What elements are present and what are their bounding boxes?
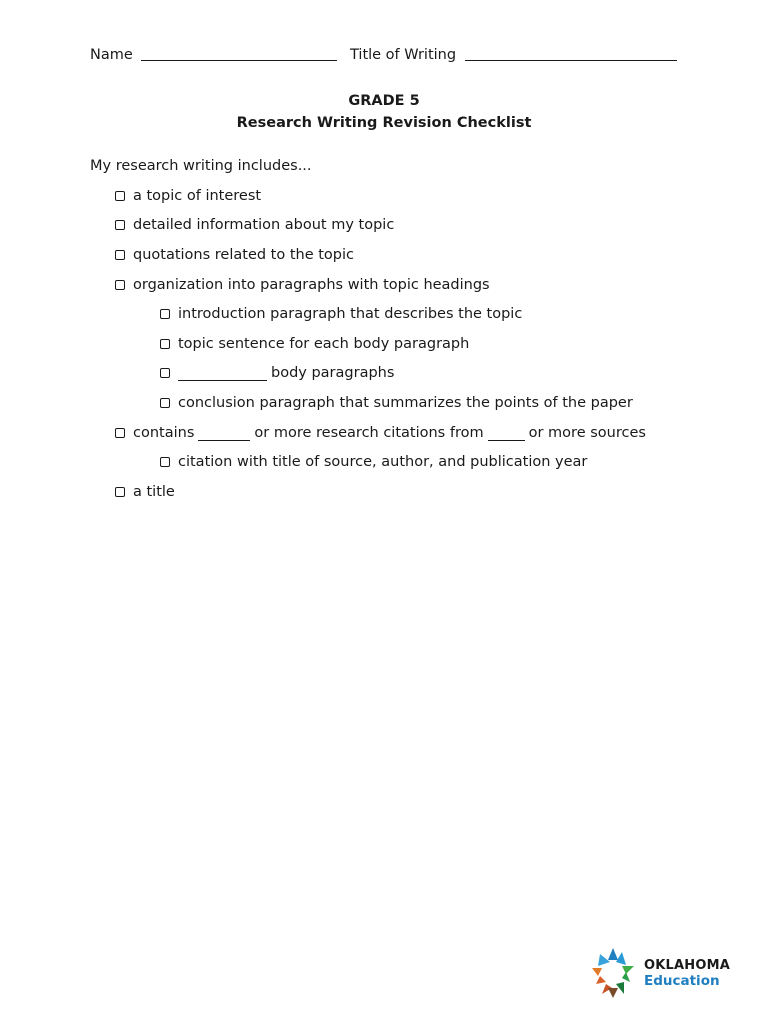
checklist-subitem <box>160 365 394 381</box>
header-line <box>90 46 677 63</box>
checkbox[interactable] <box>160 457 170 467</box>
oklahoma-education-logo <box>586 946 730 1000</box>
checklist-item-label: citation with title of source, author, and publication year <box>178 454 588 470</box>
checklist-item-label-c: or more sources <box>528 425 646 441</box>
checklist-item-label: organization into paragraphs with topic headings <box>133 277 490 293</box>
title-of-writing-blank[interactable] <box>465 46 677 61</box>
checkbox[interactable] <box>115 428 125 438</box>
checklist-item-label: quotations related to the topic <box>133 247 355 263</box>
star-icon <box>586 946 640 1000</box>
checklist-subitem <box>160 395 633 411</box>
checkbox[interactable] <box>115 487 125 497</box>
checklist-item <box>115 277 490 293</box>
checklist-item-label: a topic of interest <box>133 188 262 204</box>
checklist-subitem <box>160 336 469 352</box>
citation-count-blank[interactable] <box>198 426 250 441</box>
checklist-item-label-a: contains <box>133 425 195 441</box>
name-label: Name <box>90 47 133 63</box>
grade-heading: GRADE 5 <box>348 93 420 109</box>
checklist-item <box>115 188 261 204</box>
checklist-item-label: introduction paragraph that describes the topic <box>178 306 523 322</box>
checkbox[interactable] <box>160 309 170 319</box>
intro-text: My research writing includes... <box>90 158 312 174</box>
checklist-item-label: a title <box>133 484 175 500</box>
checkbox[interactable] <box>160 368 170 378</box>
checkbox[interactable] <box>115 191 125 201</box>
checkbox[interactable] <box>160 398 170 408</box>
body-paragraph-count-blank[interactable] <box>178 366 267 381</box>
checklist-subitem <box>160 454 587 470</box>
checkbox[interactable] <box>160 339 170 349</box>
page-title: Research Writing Revision Checklist <box>236 115 532 131</box>
logo-line2: Education <box>644 973 720 989</box>
logo-line1: OKLAHOMA <box>644 958 730 973</box>
source-count-blank[interactable] <box>488 426 525 441</box>
checkbox[interactable] <box>115 220 125 230</box>
checklist-item <box>115 217 394 233</box>
checklist-item-label-b: or more research citations from <box>254 425 484 441</box>
checklist-item-label: conclusion paragraph that summarizes the points of the paper <box>178 395 633 411</box>
checklist-item <box>115 425 646 441</box>
checklist-item <box>115 247 354 263</box>
checklist-item-label: body paragraphs <box>271 365 395 381</box>
checklist-item-label: topic sentence for each body paragraph <box>178 336 470 352</box>
name-blank[interactable] <box>141 46 337 61</box>
checklist-subitem <box>160 306 522 322</box>
checklist-item-label: detailed information about my topic <box>133 217 395 233</box>
title-of-writing-label: Title of Writing <box>350 47 457 63</box>
checklist-item <box>115 484 175 500</box>
checkbox[interactable] <box>115 250 125 260</box>
checkbox[interactable] <box>115 280 125 290</box>
